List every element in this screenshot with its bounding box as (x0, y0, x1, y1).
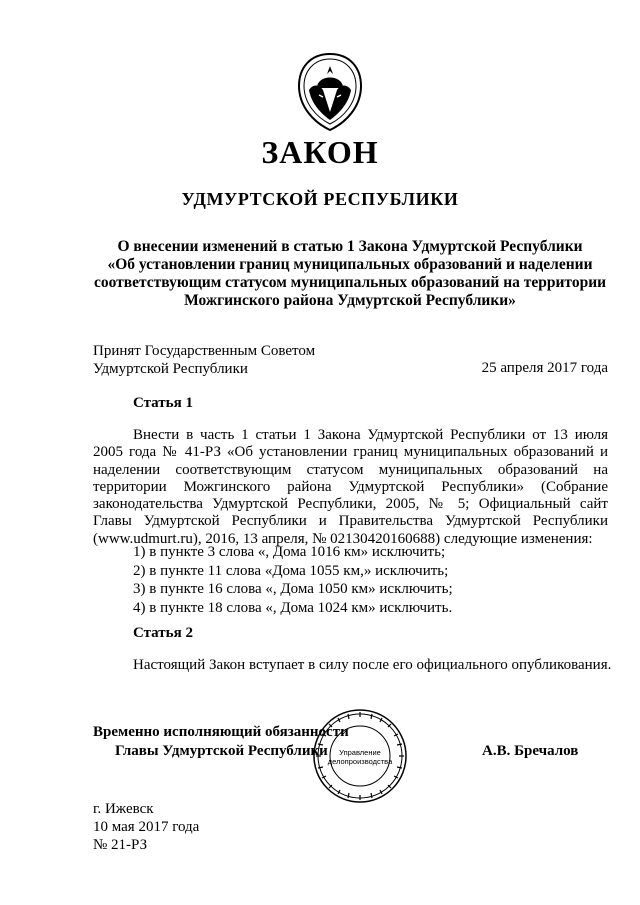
article-1-items (133, 543, 453, 617)
article-2-text: Настоящий Закон вступает в силу после его официального опубликования. (133, 657, 612, 673)
list-item: 2) в пункте 11 слова «Дома 1055 км,» исключить; (133, 562, 449, 579)
article-1-line: наделении соответствующим статусом муниципальных образований на (93, 461, 608, 478)
adoption-line: Принят Государственным Советом (93, 343, 316, 359)
footer-number: № 21-РЗ (93, 837, 148, 853)
article-1-line: (www.udmurt.ru), 2016, 13 апреля, № 02130420160688) следующие изменения: (93, 530, 593, 547)
article-1-text (93, 427, 608, 548)
adoption-info (93, 343, 315, 378)
article-2-title: Статья 2 (133, 625, 193, 641)
article-1-line: 2005 года № 41-РЗ «Об установлении границ муниципальных образований и (93, 444, 608, 461)
footer-date: 10 мая 2017 года (93, 819, 200, 835)
list-item: 3) в пункте 16 слова «, Дома 1050 км» исключить; (133, 581, 453, 597)
heading-line: Можгинского района Удмуртской Республики» (184, 292, 516, 309)
heading-line: соответствующим статусом муниципальных образований на территории (93, 274, 607, 291)
heading-line: «Об установлении границ муниципальных образований и наделении (107, 256, 593, 273)
adoption-line: Удмуртской Республики (93, 360, 248, 377)
list-item: 4) в пункте 18 слова «, Дома 1024 км» исключить. (133, 599, 453, 616)
article-1-line: Внести в часть 1 статьи 1 Закона Удмуртской Республики от 13 июля (133, 427, 608, 443)
article-1-line: законодательства Удмуртской Республики, 2005, № 5; Официальный сайт (93, 496, 608, 513)
footer-city: г. Ижевск (93, 801, 154, 817)
law-heading (90, 238, 610, 310)
article-1-title: Статья 1 (133, 395, 193, 411)
signatory-name: А.В. Бречалов (482, 743, 579, 759)
signatory-position-line2: Главы Удмуртской Республики (115, 743, 328, 759)
coat-of-arms-emblem (295, 52, 365, 132)
heading-line: О внесении изменений в статью 1 Закона Удмуртской Республики (117, 238, 583, 255)
stamp-text-line: делопроизводства (327, 757, 393, 766)
stamp-text-line: Управление (339, 748, 381, 757)
law-subtitle: УДМУРТСКОЙ РЕСПУБЛИКИ (181, 189, 459, 209)
article-1-line: территории Можгинского района Удмуртской Республики» (Собрание (93, 478, 608, 495)
article-1-line: Главы Удмуртской Республики и Правительства Удмуртской Республики (93, 513, 608, 530)
law-title: ЗАКОН (261, 134, 379, 170)
signatory-position-line1: Временно исполняющий обязанности (93, 724, 349, 740)
law-footer (93, 800, 199, 854)
list-item: 1) в пункте 3 слова «, Дома 1016 км» исключить; (133, 544, 446, 560)
adoption-date: 25 апреля 2017 года (481, 360, 608, 376)
